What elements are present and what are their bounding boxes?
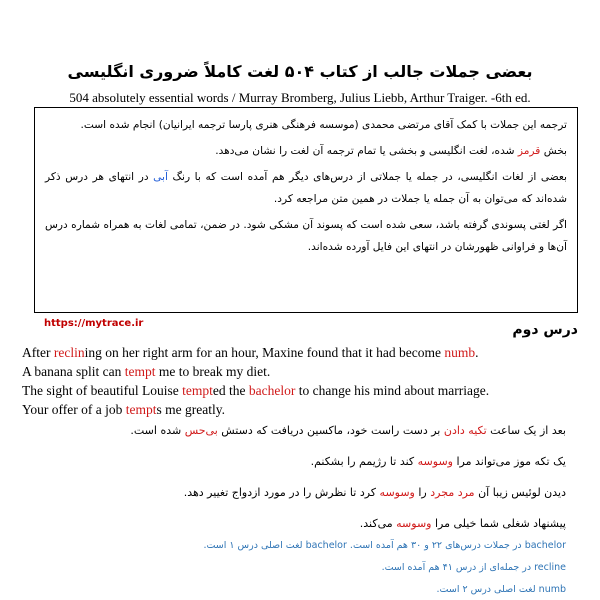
translation-bachelor: مرد مجرد xyxy=(430,486,475,499)
english-sentence-2: A banana split can tempt me to break my diet. xyxy=(22,364,271,379)
vocab-word-tempt: tempt xyxy=(124,364,156,379)
document-title: بعضی جملات جالب از کتاب ۵۰۴ لغت کاملاً ضروری انگلیسی xyxy=(67,62,533,81)
persian-sentence-4: پیشنهاد شغلی شما خیلی مرا وسوسه می‌کند. xyxy=(359,517,566,530)
translation-tempt: وسوسه xyxy=(379,486,415,499)
footnote-bachelor: bachelor در جملات درس‌های ۲۲ و ۳۰ هم آمده است. bachelor لغت اصلی درس ۱ است. xyxy=(203,540,566,551)
translation-tempt: وسوسه xyxy=(396,517,432,530)
blue-keyword: آبی xyxy=(153,171,168,183)
translation-tempt: وسوسه xyxy=(417,455,453,468)
english-sentence-3: The sight of beautiful Louise tempted the bachelor to change his mind about marriage. xyxy=(22,383,490,398)
translation-recline: تکیه دادن xyxy=(443,424,487,437)
intro-paragraph-blue-legend: بعضی از لغات انگلیسی، در جمله یا جملاتی از درس‌های دیگر هم آمده است که با رنگ آبی در انتهای هر درس ذکر شده‌اند که می‌توان به آن جمله یا جملات در همین متن مراجعه کرد. xyxy=(45,171,567,205)
vocab-word-tempt: tempt xyxy=(125,402,157,417)
lesson-heading: درس دوم xyxy=(512,322,578,338)
website-link[interactable]: https://mytrace.ir xyxy=(44,318,144,329)
intro-note-box xyxy=(34,107,578,313)
vocab-word-bachelor: bachelor xyxy=(248,383,296,398)
book-citation: 504 absolutely essential words / Murray Bromberg, Julius Liebb, Arthur Traiger. -6th ed. xyxy=(69,90,531,105)
vocab-word-tempt: tempt xyxy=(182,383,213,398)
translation-numb: بی‌حس xyxy=(184,424,218,437)
intro-paragraph-suffix-note: اگر لغتی پسوندی گرفته باشد، سعی شده است که پسوند آن مشکی شود. در ضمن، تمامی لغات به همراه شماره درس آن‌ها و فراوانی ظهورشان در انتهای این فایل آورده شده‌اند. xyxy=(45,219,567,253)
english-sentence-1: After reclining on her right arm for an hour, Maxine found that it had become numb. xyxy=(22,345,479,360)
intro-paragraph-translator: ترجمه این جملات با کمک آقای مرتضی محمدی (موسسه فرهنگی هنری پارسا ترجمه ایرانیان) انجام شده است. xyxy=(80,119,567,131)
footnote-numb: numb لغت اصلی درس ۲ است. xyxy=(436,584,566,595)
cross-reference-notes xyxy=(6,535,566,600)
footnote-recline: recline در جمله‌ای از درس ۴۱ هم آمده است. xyxy=(381,562,566,573)
english-sentences xyxy=(22,343,582,419)
vocab-word-recline: reclin xyxy=(53,345,85,360)
persian-sentence-2: یک تکه موز می‌تواند مرا وسوسه کند تا رژیمم را بشکنم. xyxy=(310,455,566,468)
vocab-word-numb: numb xyxy=(444,345,476,360)
persian-sentence-1: بعد از یک ساعت تکیه دادن بر دست راست خود، ماکسین دریافت که دستش بی‌حس شده است. xyxy=(130,424,566,437)
persian-translations xyxy=(26,415,566,539)
english-sentence-4: Your offer of a job tempts me greatly. xyxy=(22,402,225,417)
persian-sentence-3: دیدن لوئیس زیبا آن مرد مجرد را وسوسه کرد تا نظرش را در مورد ازدواج تغییر دهد. xyxy=(183,486,566,499)
intro-paragraph-red-legend: بخش قرمز شده، لغت انگلیسی و بخشی یا تمام ترجمه آن لغت را نشان می‌دهد. xyxy=(215,145,567,157)
red-keyword: قرمز xyxy=(517,145,541,157)
